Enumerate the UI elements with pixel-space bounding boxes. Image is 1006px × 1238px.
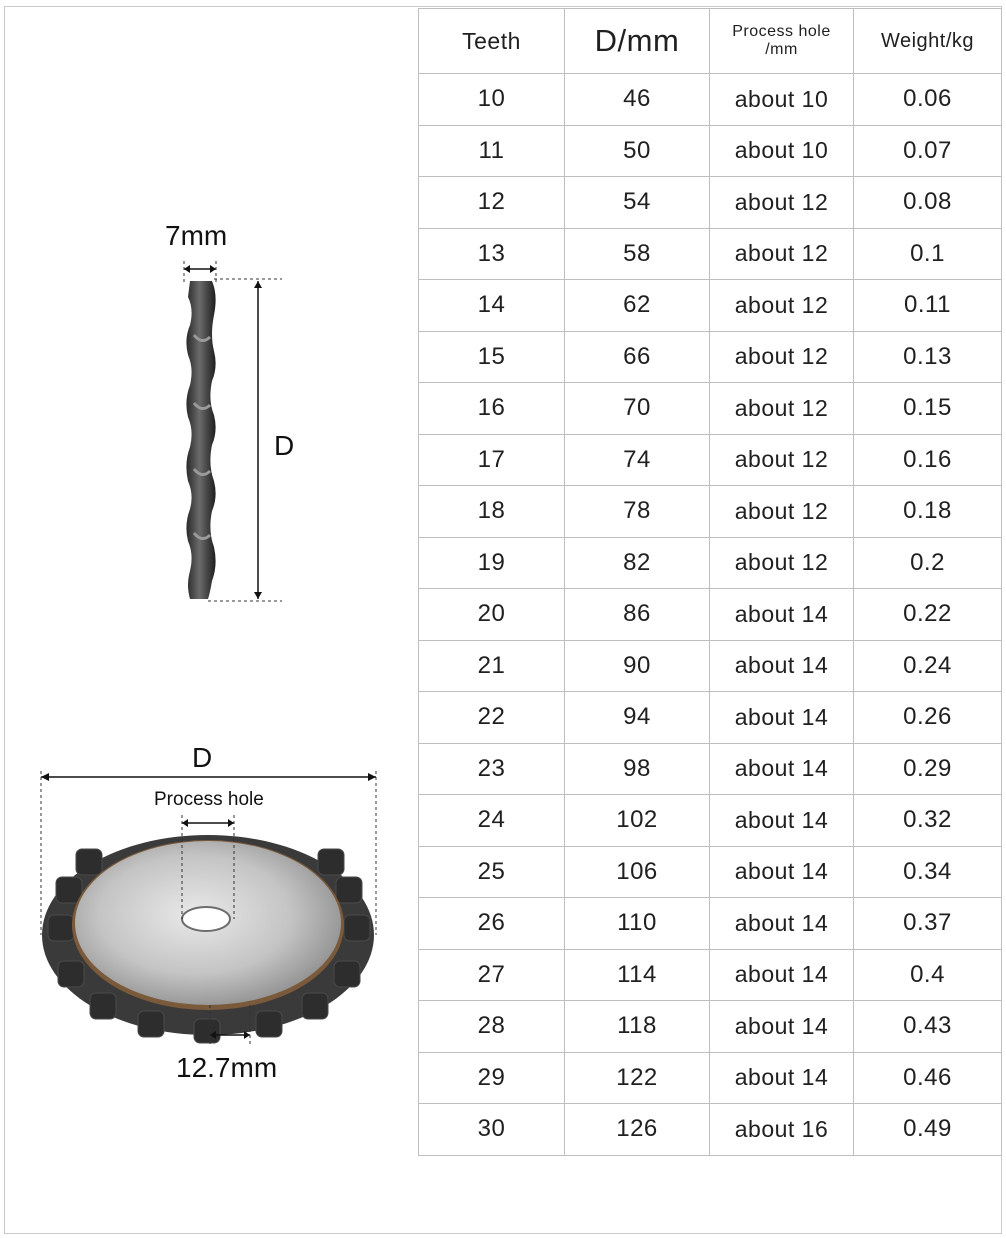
front-diameter-label: D — [192, 742, 213, 773]
cell-teeth: 27 — [419, 949, 565, 1001]
cell-process-hole: about 12 — [710, 383, 854, 435]
cell-teeth: 29 — [419, 1052, 565, 1104]
table-row — [419, 589, 1002, 641]
cell-diameter: 66 — [565, 331, 710, 383]
table-row — [419, 640, 1002, 692]
cell-diameter: 58 — [565, 228, 710, 280]
cell-process-hole: about 14 — [710, 640, 854, 692]
cell-weight: 0.07 — [854, 125, 1002, 177]
cell-teeth: 22 — [419, 692, 565, 744]
cell-teeth: 21 — [419, 640, 565, 692]
table-row — [419, 1052, 1002, 1104]
cell-process-hole: about 12 — [710, 280, 854, 332]
cell-diameter: 98 — [565, 743, 710, 795]
header-teeth: Teeth — [419, 9, 565, 74]
cell-diameter: 62 — [565, 280, 710, 332]
header-diameter: D/mm — [565, 9, 710, 74]
table-row — [419, 846, 1002, 898]
cell-weight: 0.46 — [854, 1052, 1002, 1104]
table-header-row — [419, 9, 1002, 74]
cell-teeth: 17 — [419, 434, 565, 486]
table-row — [419, 280, 1002, 332]
sprocket-front-view — [34, 765, 384, 1055]
table-row — [419, 486, 1002, 538]
cell-process-hole: about 10 — [710, 125, 854, 177]
cell-weight: 0.11 — [854, 280, 1002, 332]
cell-teeth: 30 — [419, 1104, 565, 1156]
table-row — [419, 228, 1002, 280]
cell-diameter: 106 — [565, 846, 710, 898]
cell-process-hole: about 12 — [710, 228, 854, 280]
cell-process-hole: about 16 — [710, 1104, 854, 1156]
cell-weight: 0.1 — [854, 228, 1002, 280]
table-row — [419, 1001, 1002, 1053]
cell-process-hole: about 12 — [710, 486, 854, 538]
table-row — [419, 898, 1002, 950]
table-row — [419, 383, 1002, 435]
cell-weight: 0.22 — [854, 589, 1002, 641]
cell-teeth: 12 — [419, 177, 565, 229]
cell-teeth: 24 — [419, 795, 565, 847]
cell-weight: 0.18 — [854, 486, 1002, 538]
cell-weight: 0.2 — [854, 537, 1002, 589]
cell-process-hole: about 14 — [710, 1052, 854, 1104]
cell-diameter: 82 — [565, 537, 710, 589]
table-body — [419, 74, 1002, 1156]
thickness-label: 7mm — [165, 220, 228, 251]
cell-teeth: 20 — [419, 589, 565, 641]
cell-process-hole: about 14 — [710, 898, 854, 950]
cell-teeth: 11 — [419, 125, 565, 177]
cell-diameter: 122 — [565, 1052, 710, 1104]
cell-diameter: 114 — [565, 949, 710, 1001]
cell-diameter: 126 — [565, 1104, 710, 1156]
cell-weight: 0.15 — [854, 383, 1002, 435]
cell-diameter: 74 — [565, 434, 710, 486]
cell-weight: 0.26 — [854, 692, 1002, 744]
cell-process-hole: about 14 — [710, 743, 854, 795]
cell-weight: 0.08 — [854, 177, 1002, 229]
side-diameter-label: D — [274, 430, 295, 461]
cell-process-hole: about 14 — [710, 692, 854, 744]
cell-weight: 0.29 — [854, 743, 1002, 795]
cell-diameter: 70 — [565, 383, 710, 435]
cell-process-hole: about 12 — [710, 537, 854, 589]
cell-teeth: 13 — [419, 228, 565, 280]
cell-weight: 0.16 — [854, 434, 1002, 486]
header-process-hole-line1: Process hole — [732, 23, 831, 40]
table-row — [419, 434, 1002, 486]
cell-teeth: 26 — [419, 898, 565, 950]
cell-teeth: 25 — [419, 846, 565, 898]
table-row — [419, 949, 1002, 1001]
cell-diameter: 54 — [565, 177, 710, 229]
table-row — [419, 74, 1002, 126]
cell-process-hole: about 14 — [710, 1001, 854, 1053]
cell-teeth: 16 — [419, 383, 565, 435]
cell-weight: 0.06 — [854, 74, 1002, 126]
table-row — [419, 331, 1002, 383]
header-process-hole-line2: /mm — [765, 41, 798, 58]
cell-weight: 0.43 — [854, 1001, 1002, 1053]
cell-diameter: 118 — [565, 1001, 710, 1053]
cell-diameter: 94 — [565, 692, 710, 744]
table-row — [419, 692, 1002, 744]
table-row — [419, 743, 1002, 795]
cell-teeth: 23 — [419, 743, 565, 795]
cell-process-hole: about 12 — [710, 177, 854, 229]
cell-diameter: 86 — [565, 589, 710, 641]
cell-process-hole: about 14 — [710, 589, 854, 641]
table-row — [419, 125, 1002, 177]
cell-diameter: 78 — [565, 486, 710, 538]
table-row — [419, 177, 1002, 229]
cell-weight: 0.13 — [854, 331, 1002, 383]
cell-teeth: 10 — [419, 74, 565, 126]
cell-diameter: 50 — [565, 125, 710, 177]
cell-teeth: 18 — [419, 486, 565, 538]
cell-weight: 0.24 — [854, 640, 1002, 692]
cell-weight: 0.37 — [854, 898, 1002, 950]
cell-weight: 0.49 — [854, 1104, 1002, 1156]
cell-teeth: 28 — [419, 1001, 565, 1053]
header-process-hole — [710, 9, 854, 74]
table-row — [419, 795, 1002, 847]
cell-process-hole: about 12 — [710, 434, 854, 486]
cell-process-hole: about 14 — [710, 846, 854, 898]
process-hole-label: Process hole — [154, 789, 264, 810]
cell-process-hole: about 10 — [710, 74, 854, 126]
pitch-label: 12.7mm — [176, 1052, 278, 1083]
table-row — [419, 537, 1002, 589]
cell-teeth: 19 — [419, 537, 565, 589]
cell-diameter: 90 — [565, 640, 710, 692]
header-weight: Weight/kg — [854, 9, 1002, 74]
cell-process-hole: about 14 — [710, 795, 854, 847]
cell-process-hole: about 12 — [710, 331, 854, 383]
cell-teeth: 14 — [419, 280, 565, 332]
cell-diameter: 46 — [565, 74, 710, 126]
table-row — [419, 1104, 1002, 1156]
cell-weight: 0.4 — [854, 949, 1002, 1001]
cell-weight: 0.32 — [854, 795, 1002, 847]
cell-weight: 0.34 — [854, 846, 1002, 898]
cell-teeth: 15 — [419, 331, 565, 383]
specification-table — [418, 8, 1002, 1156]
cell-diameter: 110 — [565, 898, 710, 950]
cell-process-hole: about 14 — [710, 949, 854, 1001]
cell-diameter: 102 — [565, 795, 710, 847]
